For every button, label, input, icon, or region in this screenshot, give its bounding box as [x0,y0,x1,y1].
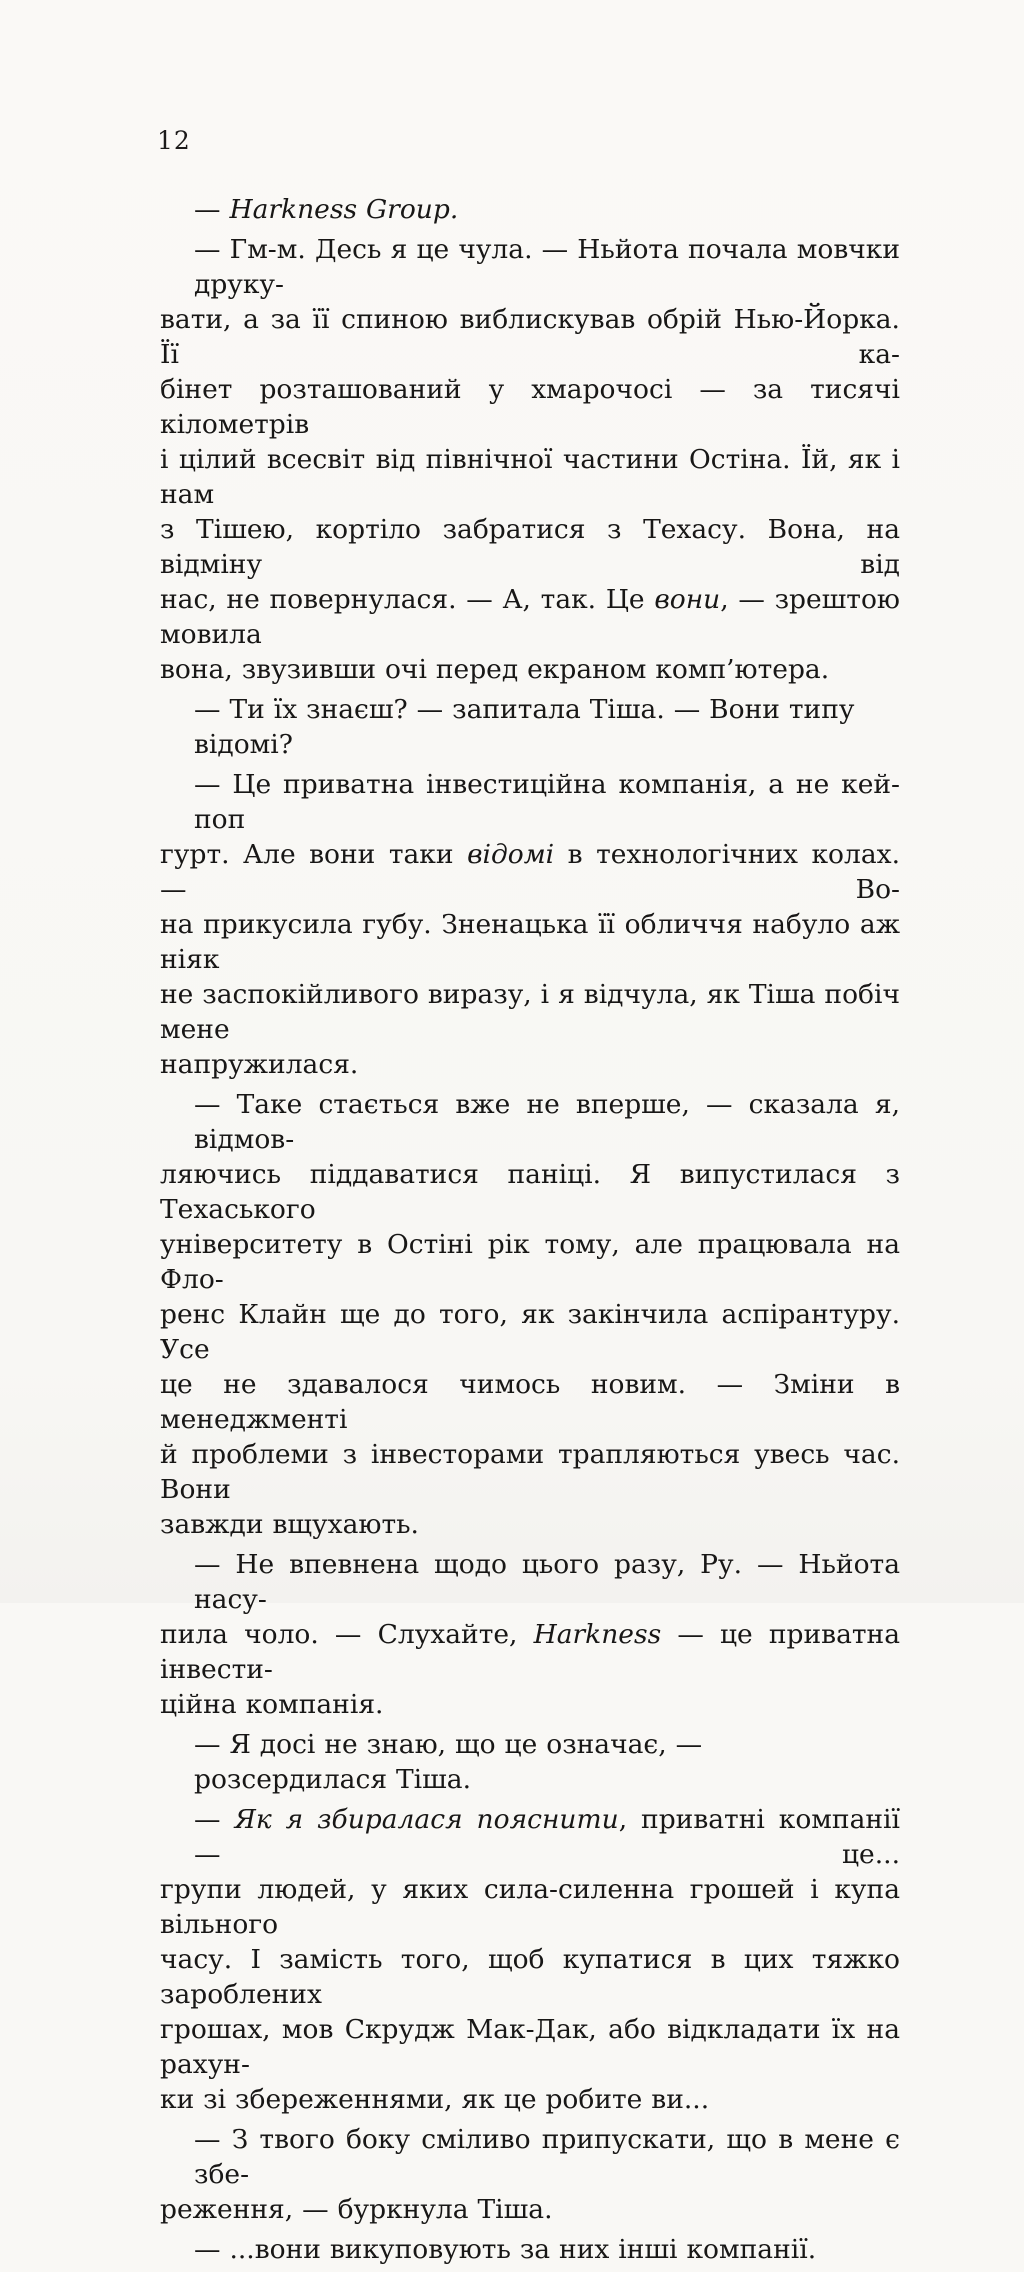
text-line: й проблеми з інвесторами трапляються увесь час. Вони [160,1439,900,1505]
text-line: — Harkness Group. [194,194,459,225]
paragraph [160,1802,900,2117]
text-line: — Гм-м. Десь я це чула. — Ньйота почала мовчки друку- [194,234,900,300]
paragraph [160,767,900,1082]
paragraph [160,1727,900,1797]
text-line: з Тішею, кортіло забратися з Техасу. Вона, на відміну від [160,514,900,580]
paragraph [160,2232,900,2267]
text-line: ренс Клайн ще до того, як закінчила аспірантуру. Усе [160,1299,900,1365]
text-line: — Ти їх знаєш? — запитала Тіша. — Вони типу відомі? [194,694,855,760]
text-line: бінет розташований у хмарочосі — за тисячі кілометрів [160,374,900,440]
text-line: часу. І замість того, щоб купатися в цих тяжко зароблених [160,1944,900,2010]
text-line: гурт. Але вони таки відомі в технологічних колах. — Во- [160,839,900,905]
text-line: напружилася. [160,1049,359,1080]
text-line: університету в Остіні рік тому, але працювала на Фло- [160,1229,900,1295]
text-line: ційна компанія. [160,1689,384,1720]
text-line: — З твого боку сміливо припускати, що в мене є збе- [194,2124,900,2190]
paragraph [160,2122,900,2227]
paragraph [160,232,900,687]
text-line: грошах, мов Скрудж Мак-Дак, або відкладати їх на рахун- [160,2014,900,2080]
text-line: і цілий всесвіт від північної частини Остіна. Їй, як і нам [160,444,900,510]
page-number: 12 [157,126,191,155]
paragraph [160,192,900,227]
text-line: це не здавалося чимось новим. — Зміни в менеджменті [160,1369,900,1435]
text-line: — ...вони викуповують за них інші компанії. [194,2234,817,2265]
text-line: реження, — буркнула Тіша. [160,2194,553,2225]
text-line: вона, звузивши очі перед екраном комп’ютера. [160,654,830,685]
text-line: пила чоло. — Слухайте, Harkness — це приватна інвести- [160,1619,900,1685]
text-line: — Це приватна інвестиційна компанія, а не кей-поп [194,769,900,835]
text-line: ки зі збереженнями, як це робите ви... [160,2084,710,2115]
text-line: на прикусила губу. Зненацька її обличчя набуло аж ніяк [160,909,900,975]
paragraph [160,692,900,762]
text-line: — Не впевнена щодо цього разу, Ру. — Ньйота насу- [194,1549,900,1615]
paragraph [160,1547,900,1722]
text-line: — Як я збиралася пояснити, приватні компанії — це... [194,1804,900,1870]
text-line: не заспокійливого виразу, і я відчула, як Тіша побіч мене [160,979,900,1045]
text-line: нас, не повернулася. — А, так. Це вони, — зрештою мовила [160,584,900,650]
text-line: групи людей, у яких сила-силенна грошей і купа вільного [160,1874,900,1940]
text-line: — Таке стається вже не вперше, — сказала я, відмов- [194,1089,900,1155]
text-block [160,192,900,2272]
text-line: вати, а за її спиною виблискував обрій Нью-Йорка. Її ка- [160,304,900,370]
text-line: — Я досі не знаю, що це означає, — розсердилася Тіша. [194,1729,703,1795]
text-line: ляючись піддаватися паніці. Я випустилася з Техаського [160,1159,900,1225]
text-line: завжди вщухають. [160,1509,419,1540]
paragraph [160,1087,900,1542]
